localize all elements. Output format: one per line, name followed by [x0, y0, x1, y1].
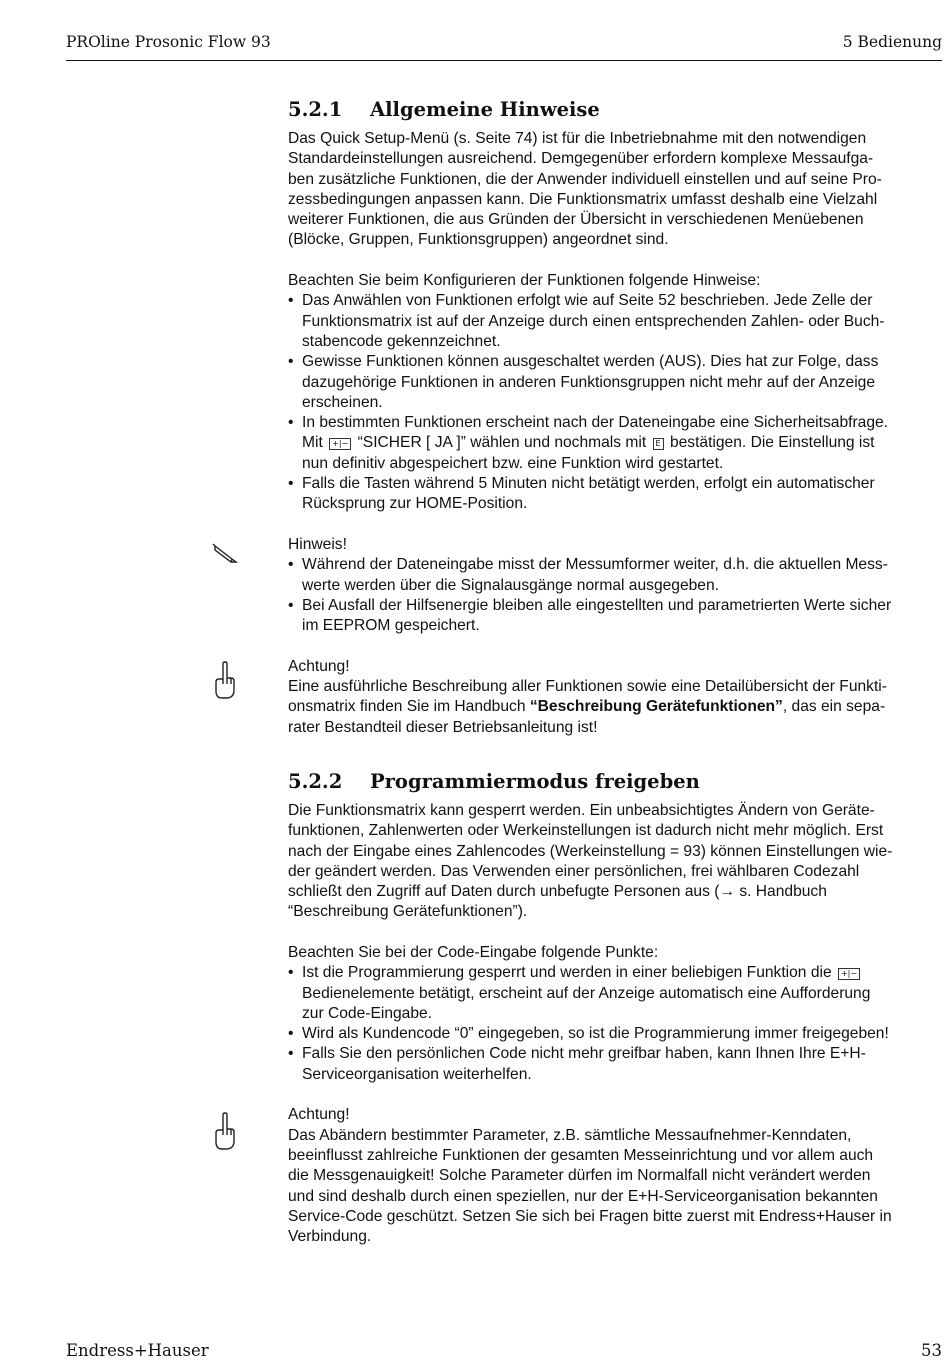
header-rule — [66, 60, 942, 61]
section2-intro: Die Funktionsmatrix kann gesperrt werden. Ein unbeabsichtigtes Ändern von Geräte- funktionen, Zahlenwerten oder Werkeinstellungen ist dadurch nicht mehr möglich. Erst nach der Eingabe eines Zahlencodes (Werkeinstellung = 93) können Einstellungen wie- der geändert werden. Das Verwenden einer persönlichen, frei wählbaren Codezahl schließt den Zugriff auf Daten durch unbefugte Personen aus (→ s. Handbuch “Beschreibung Gerätefunktionen”). — [288, 801, 893, 921]
footer-company: Endress+Hauser — [66, 1341, 209, 1360]
list-item: • In bestimmten Funktionen erscheint nach der Dateneingabe eine Sicherheitsabfrage. Mit +|− “SICHER [ JA ]” wählen und nochmals mit E bestätigen. Die Einstellung ist nun definitiv abgespeichert bzw. eine Funktion wird gestartet. — [288, 413, 943, 474]
list-item: • Das Anwählen von Funktionen erfolgt wie auf Seite 52 beschrieben. Jede Zelle der Funktionsmatrix ist auf der Anzeige durch einen entsprechenden Zahlen- oder Buch- stabencode gekennzeichnet. — [288, 291, 943, 352]
enter-key-icon: E — [653, 438, 664, 450]
list-item: • Während der Dateneingabe misst der Messumformer weiter, d.h. die aktuellen Mess- werte werden über die Signalausgänge normal ausgegeben. — [288, 555, 943, 596]
list-item: • Wird als Kundencode “0” eingegeben, so ist die Programmierung immer freigegeben! — [288, 1024, 943, 1044]
header-title: PROline Prosonic Flow 93 — [66, 33, 271, 51]
list-item: • Bei Ausfall der Hilfsenergie bleiben alle eingestellten und parametrierten Werte sicher im EEPROM gespeichert. — [288, 596, 943, 637]
plus-minus-key-icon: +|− — [329, 438, 351, 450]
header-chapter: 5 Bedienung — [842, 33, 942, 51]
section-heading-5-2-2: 5.2.2 Programmiermodus freigeben — [288, 769, 700, 793]
pencil-icon — [212, 541, 240, 569]
caution-title: Achtung! — [288, 657, 350, 675]
points-list — [288, 963, 943, 1085]
list-item: • Falls die Tasten während 5 Minuten nicht betätigt werden, erfolgt ein automatischer Rücksprung zur HOME-Position. — [288, 474, 943, 515]
page-number: 53 — [921, 1341, 942, 1360]
section1-intro: Das Quick Setup-Menü (s. Seite 74) ist für die Inbetriebnahme mit den notwendigen Standardeinstellungen ausreichend. Demgegenüber erfordern komplexe Messaufga- ben zusätzliche Funktionen, die der Anwender individuell einstellen und auf seine Pro- zessbedingungen anpassen kann. Die Funktionsmatrix umfasst deshalb eine Vielzahl weiterer Funktionen, die aus Gründen der Übersicht in verschiedenen Menüebenen (Blöcke, Gruppen, Funktionsgruppen) angeordnet sind. — [288, 130, 882, 249]
caution-text: Das Abändern bestimmter Parameter, z.B. sämtliche Messaufnehmer-Kenndaten, beeinflusst zahlreiche Funktionen der gesamten Messeinrichtung und vor allem auch die Messgenauigkeit! Solche Parameter dürfen im Normalfall nicht verändert werden und sind deshalb durch einen speziellen, nur der E+H-Serviceorganisation bekannten Service-Code geschützt. Setzen Sie sich bei Fragen bitte zuerst mit Endress+Hauser in Verbindung. — [288, 1126, 892, 1246]
plus-minus-key-icon: +|− — [838, 968, 860, 980]
hints-list — [288, 291, 943, 514]
hints-intro: Beachten Sie beim Konfigurieren der Funktionen folgende Hinweise: — [288, 272, 761, 290]
caution-text: Eine ausführliche Beschreibung aller Funktionen sowie eine Detailübersicht der Funkti- onsmatrix finden Sie im Handbuch “Beschreibung Gerätefunktionen”, das ein sepa- rater Bestandteil dieser Betriebsanleitung ist! — [288, 678, 887, 736]
points-intro: Beachten Sie bei der Code-Eingabe folgende Punkte: — [288, 943, 659, 961]
pointing-hand-icon — [212, 660, 238, 704]
caution-title: Achtung! — [288, 1106, 350, 1124]
note-list — [288, 555, 943, 636]
note-title: Hinweis! — [288, 535, 347, 553]
section-heading-5-2-1: 5.2.1 Allgemeine Hinweise — [288, 98, 600, 121]
list-item: • Gewisse Funktionen können ausgeschaltet werden (AUS). Dies hat zur Folge, dass dazugehörige Funktionen in anderen Funktionsgruppen nicht mehr auf der Anzeige erscheinen. — [288, 352, 943, 413]
list-item: • Ist die Programmierung gesperrt und werden in einer beliebigen Funktion die +|− Bedienelemente betätigt, erscheint auf der Anzeige automatisch eine Aufforderung zur Code-Eingabe. — [288, 963, 943, 1024]
pointing-hand-icon — [212, 1111, 238, 1155]
list-item: • Falls Sie den persönlichen Code nicht mehr greifbar haben, kann Ihnen Ihre E+H- Serviceorganisation weiterhelfen. — [288, 1044, 943, 1085]
page-content — [288, 96, 943, 1247]
